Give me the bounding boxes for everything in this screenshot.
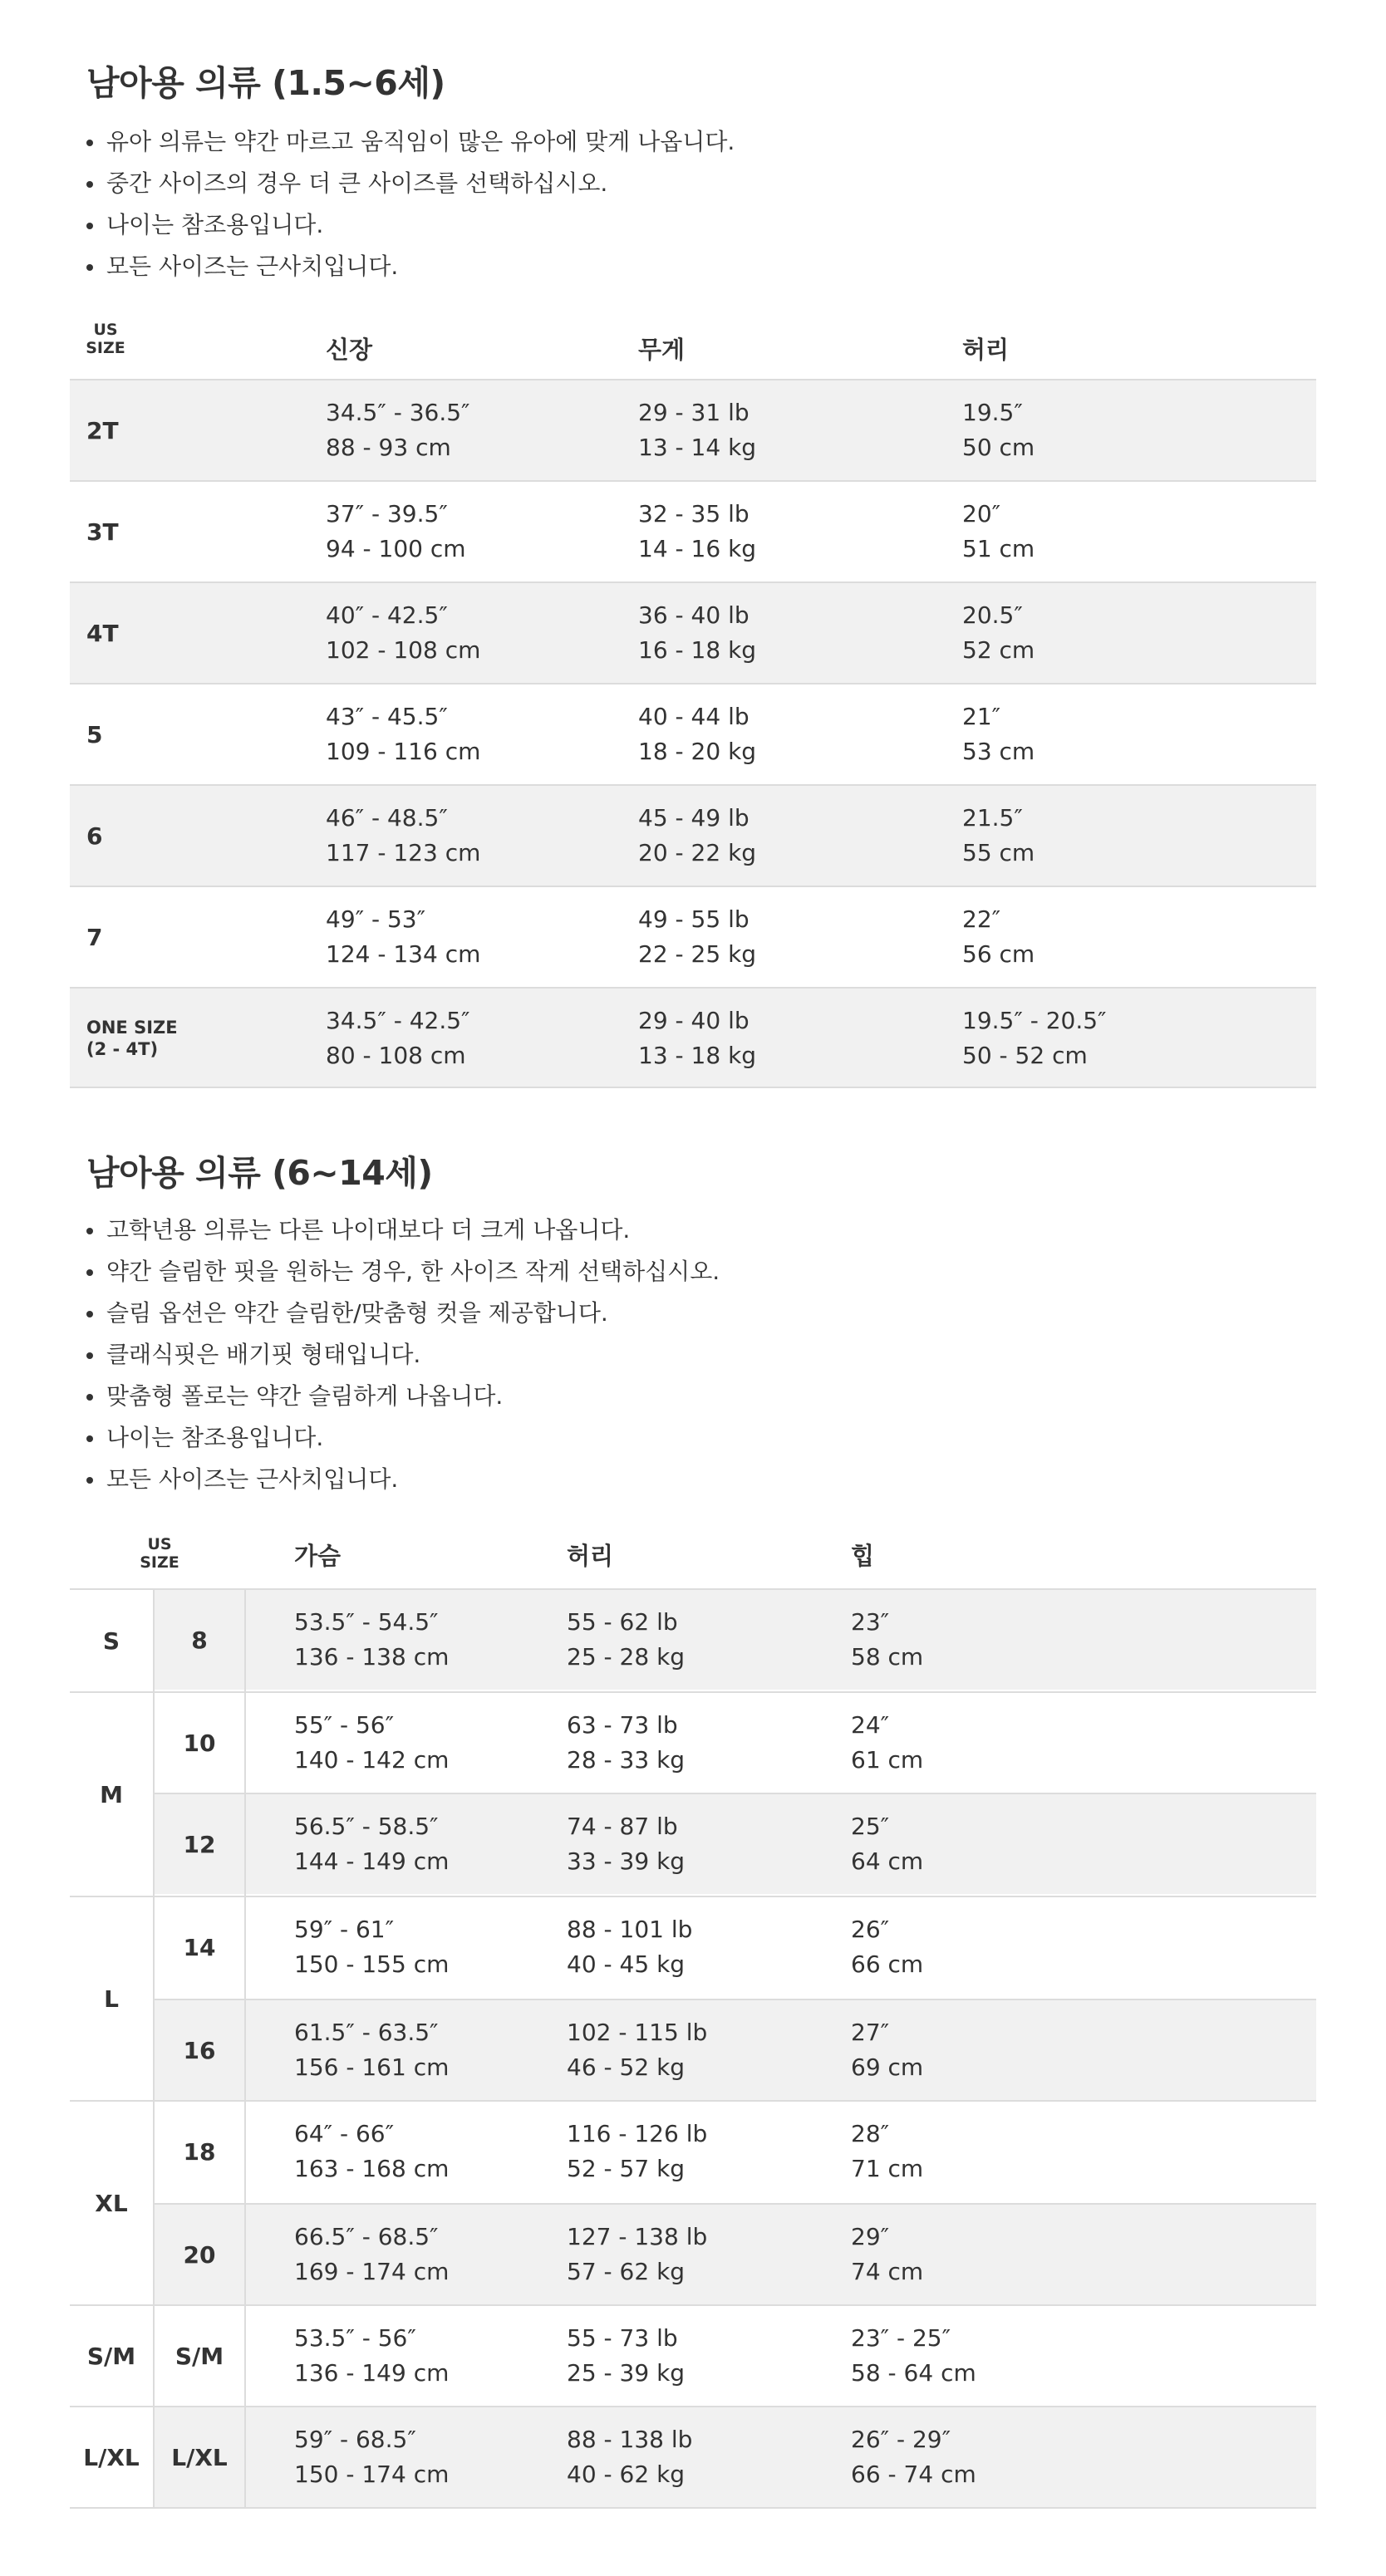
table-row (70, 987, 1316, 1088)
waist-column-header: 허리 (567, 1542, 614, 1570)
age-cell: 20 (183, 2240, 216, 2269)
note-item: 고학년용 의류는 다른 나이대보다 더 크게 나옵니다. (86, 1209, 720, 1251)
age-cell: S/M (174, 2342, 224, 2370)
table-row (155, 2100, 1316, 2201)
chest-cell: 59″ - 68.5″ 150 - 174 cm (294, 2426, 450, 2488)
waist-cell: 20.5″ 52 cm (962, 601, 1035, 664)
waist-cell: 19.5″ 50 cm (962, 399, 1035, 461)
waist-cell: 21.5″ 55 cm (962, 804, 1035, 866)
age-cell: 12 (183, 1830, 216, 1858)
weight-cell: 40 - 44 lb 18 - 20 kg (638, 703, 757, 765)
size-cell: ONE SIZE (2 - 4T) (86, 1018, 178, 1059)
note-item: 유아 의류는 약간 마르고 움직임이 많은 유아에 맞게 나옵니다. (86, 121, 735, 163)
age-cell: 14 (183, 1933, 216, 1961)
size-cell: 2T (86, 416, 119, 444)
chest-cell: 56.5″ - 58.5″ 144 - 149 cm (294, 1813, 450, 1875)
chest-cell: 61.5″ - 63.5″ 156 - 161 cm (294, 2019, 450, 2081)
note-item: 중간 사이즈의 경우 더 큰 사이즈를 선택하십시오. (86, 163, 735, 204)
waist-cell: 20″ 51 cm (962, 500, 1035, 562)
age-cell: 8 (191, 1626, 208, 1654)
table-row (70, 683, 1316, 784)
waist-cell: 55 - 62 lb 25 - 28 kg (567, 1608, 686, 1671)
waist-cell: 74 - 87 lb 33 - 39 kg (567, 1813, 686, 1875)
table-row (155, 1999, 1316, 2100)
hip-cell: 26″ - 29″ 66 - 74 cm (851, 2426, 976, 2488)
waist-cell: 116 - 126 lb 52 - 57 kg (567, 2120, 708, 2182)
height-column-header: 신장 (326, 336, 373, 364)
table-row (70, 480, 1316, 581)
age-cell: L/XL (171, 2443, 228, 2471)
table-header (70, 321, 1316, 379)
chest-cell: 53.5″ - 56″ 136 - 149 cm (294, 2324, 450, 2387)
size-column-header: US SIZE (140, 1535, 179, 1572)
height-cell: 43″ - 45.5″ 109 - 116 cm (326, 703, 481, 765)
waist-cell: 88 - 138 lb 40 - 62 kg (567, 2426, 693, 2488)
size-cell: 5 (86, 720, 103, 748)
chest-cell: 64″ - 66″ 163 - 168 cm (294, 2120, 450, 2182)
weight-cell: 49 - 55 lb 22 - 25 kg (638, 905, 757, 968)
hip-cell: 23″ 58 cm (851, 1608, 924, 1671)
hip-cell: 28″ 71 cm (851, 2120, 924, 2182)
size-group-cell: L (70, 1896, 155, 2100)
size-group-cell: XL (70, 2100, 155, 2304)
weight-cell: 29 - 40 lb 13 - 18 kg (638, 1007, 757, 1069)
age-cell: 18 (183, 2137, 216, 2166)
height-cell: 34.5″ - 42.5″ 80 - 108 cm (326, 1007, 470, 1069)
height-cell: 46″ - 48.5″ 117 - 123 cm (326, 804, 481, 866)
hip-cell: 24″ 61 cm (851, 1711, 924, 1774)
table-row (155, 2406, 1316, 2509)
size-cell: 3T (86, 518, 119, 546)
waist-cell: 21″ 53 cm (962, 703, 1035, 765)
hip-cell: 26″ 66 cm (851, 1916, 924, 1978)
notes-list (86, 121, 735, 287)
table-row (70, 886, 1316, 987)
note-item: 슬림 옵션은 약간 슬림한/맞춤형 컷을 제공합니다. (86, 1293, 720, 1334)
waist-cell: 22″ 56 cm (962, 905, 1035, 968)
waist-cell: 63 - 73 lb 28 - 33 kg (567, 1711, 686, 1774)
height-cell: 37″ - 39.5″ 94 - 100 cm (326, 500, 466, 562)
waist-cell: 88 - 101 lb 40 - 45 kg (567, 1916, 693, 1978)
note-item: 나이는 참조용입니다. (86, 1417, 720, 1459)
table-row (155, 1793, 1316, 1894)
note-item: 맞춤형 폴로는 약간 슬림하게 나옵니다. (86, 1376, 720, 1417)
table-row (70, 784, 1316, 886)
size-cell: 6 (86, 822, 103, 850)
hip-cell: 27″ 69 cm (851, 2019, 924, 2081)
section-title: 남아용 의류 (6~14세) (86, 1153, 433, 1193)
waist-cell: 102 - 115 lb 46 - 52 kg (567, 2019, 708, 2081)
age-cell: 10 (183, 1729, 216, 1757)
waist-cell: 55 - 73 lb 25 - 39 kg (567, 2324, 686, 2387)
weight-cell: 29 - 31 lb 13 - 14 kg (638, 399, 757, 461)
waist-cell: 19.5″ - 20.5″ 50 - 52 cm (962, 1007, 1107, 1069)
notes-list (86, 1209, 720, 1500)
size-group-cell: S (70, 1588, 155, 1691)
size-group-cell: M (70, 1691, 155, 1896)
note-item: 모든 사이즈는 근사치입니다. (86, 246, 735, 287)
table-row (155, 2304, 1316, 2406)
weight-cell: 45 - 49 lb 20 - 22 kg (638, 804, 757, 866)
chest-cell: 59″ - 61″ 150 - 155 cm (294, 1916, 450, 1978)
note-item: 클래식핏은 배기핏 형태입니다. (86, 1334, 720, 1376)
hip-column-header: 힙 (851, 1542, 875, 1570)
waist-column-header: 허리 (962, 336, 1010, 364)
height-cell: 34.5″ - 36.5″ 88 - 93 cm (326, 399, 470, 461)
weight-cell: 32 - 35 lb 14 - 16 kg (638, 500, 757, 562)
section-title: 남아용 의류 (1.5~6세) (86, 63, 445, 103)
size-group-cell: L/XL (70, 2406, 155, 2509)
column-divider (244, 1588, 246, 2509)
height-cell: 49″ - 53″ 124 - 134 cm (326, 905, 481, 968)
table-row (70, 581, 1316, 683)
note-item: 약간 슬림한 핏을 원하는 경우, 한 사이즈 작게 선택하십시오. (86, 1251, 720, 1293)
size-group-cell: S/M (70, 2304, 155, 2406)
table-header (70, 1535, 1316, 1590)
table-row (155, 2203, 1316, 2304)
chest-cell: 55″ - 56″ 140 - 142 cm (294, 1711, 450, 1774)
chest-column-header: 가슴 (294, 1542, 342, 1570)
chest-cell: 66.5″ - 68.5″ 169 - 174 cm (294, 2223, 450, 2285)
size-column-header: US SIZE (86, 321, 125, 357)
weight-cell: 36 - 40 lb 16 - 18 kg (638, 601, 757, 664)
hip-cell: 23″ - 25″ 58 - 64 cm (851, 2324, 976, 2387)
age-cell: 16 (183, 2036, 216, 2064)
waist-cell: 127 - 138 lb 57 - 62 kg (567, 2223, 708, 2285)
table-row (70, 379, 1316, 480)
note-item: 모든 사이즈는 근사치입니다. (86, 1459, 720, 1500)
size-cell: 4T (86, 619, 119, 647)
hip-cell: 25″ 64 cm (851, 1813, 924, 1875)
note-item: 나이는 참조용입니다. (86, 204, 735, 246)
chest-cell: 53.5″ - 54.5″ 136 - 138 cm (294, 1608, 450, 1671)
table-row (155, 1896, 1316, 1997)
size-cell: 7 (86, 923, 103, 951)
height-cell: 40″ - 42.5″ 102 - 108 cm (326, 601, 481, 664)
weight-column-header: 무게 (638, 336, 686, 364)
table-row (155, 1691, 1316, 1793)
hip-cell: 29″ 74 cm (851, 2223, 924, 2285)
table-row (155, 1588, 1316, 1690)
toddler-size-table (70, 321, 1316, 1088)
